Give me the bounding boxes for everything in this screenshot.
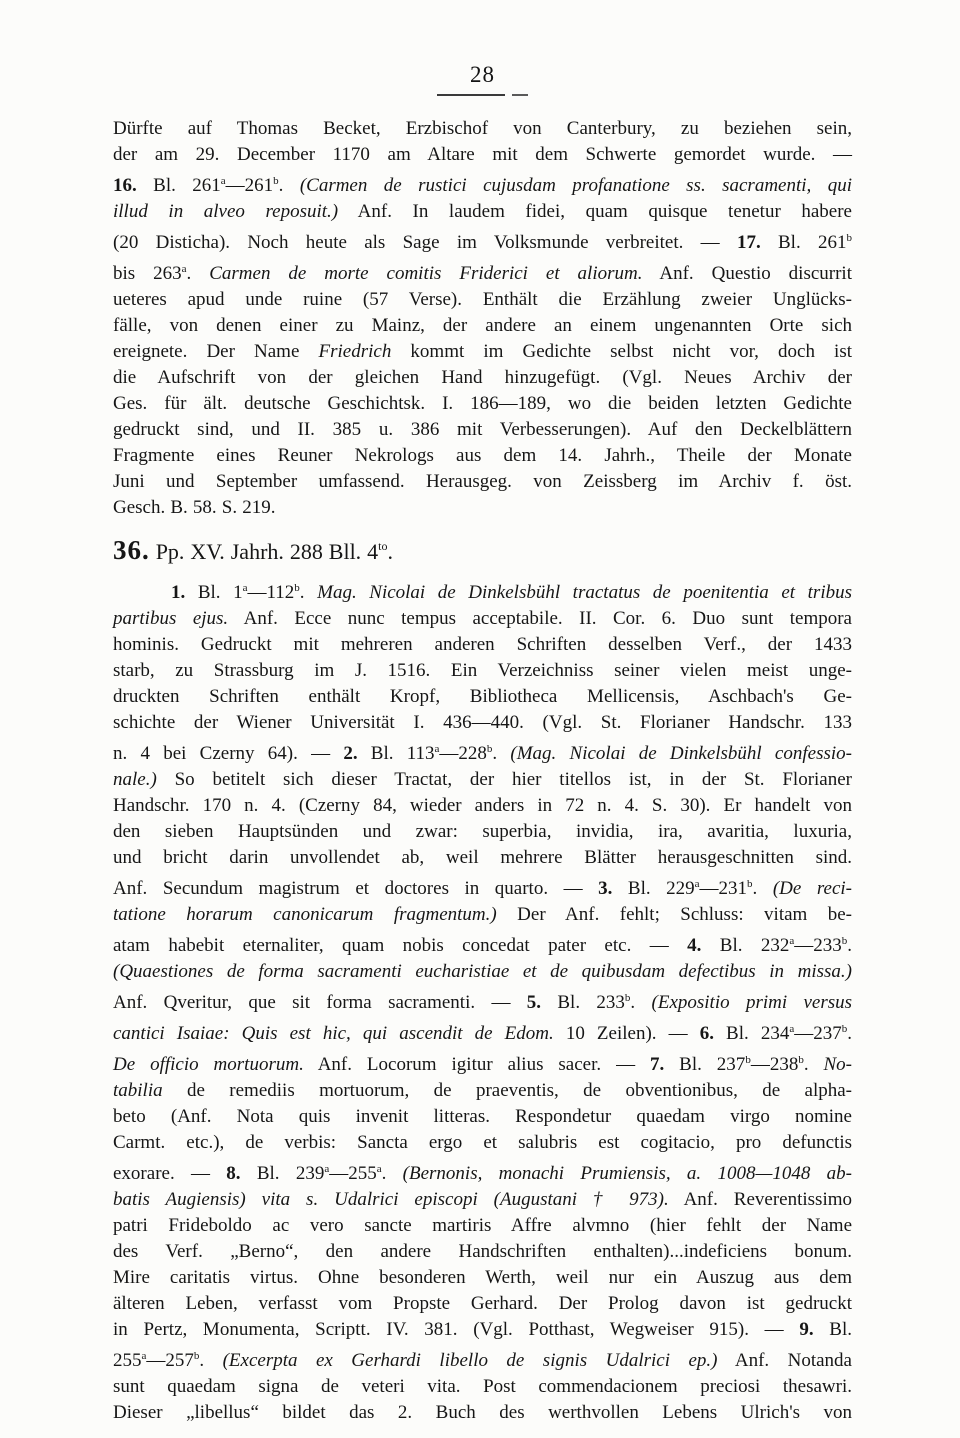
text-line	[113, 469, 852, 495]
text-segment-sup: b	[294, 582, 300, 594]
text-line	[113, 985, 852, 1016]
text-segment-n: —231	[699, 878, 748, 899]
text-segment-sup: b	[841, 1023, 848, 1035]
text-segment-n: bis 263	[113, 263, 182, 284]
manuscript-entry-heading	[113, 530, 852, 568]
text-segment-i: Mag. Nicolai de Dinkelsbühl tractatus de poenitentia et tribus	[317, 582, 852, 603]
text-segment-n: patri Frideboldo ac vero sancte martiris Affre alvmno (hier fehlt der Name	[113, 1215, 852, 1236]
text-segment-i: partibus ejus.	[113, 608, 229, 629]
text-segment-n: .	[278, 175, 300, 196]
text-segment-n: Der Anf. fehlt; Schluss: vitam be-	[496, 904, 852, 925]
text-segment-sup: b	[841, 935, 848, 947]
text-segment-i: Friedrich	[318, 341, 392, 362]
text-segment-b: 36.	[113, 535, 150, 565]
text-segment-n: schichte der Wiener Universität I. 436—440. (Vgl. St. Florianer Handschr. 133	[113, 712, 852, 733]
text-segment-n: Anf. Locorum igitur alius sacer. —	[303, 1054, 650, 1075]
text-segment-n: Juni und September umfassend. Herausgeg. von Zeissberg im Archiv f. öst.	[113, 471, 852, 492]
text-segment-n: Bl. 1	[185, 582, 243, 603]
text-line	[113, 391, 852, 417]
text-segment-n: —233	[794, 935, 842, 956]
text-line	[113, 199, 852, 225]
text-segment-b: 7.	[650, 1054, 665, 1075]
text-segment-i: (Carmen de rustici cujusdam profanatione ss. sacramenti, qui	[299, 175, 852, 196]
text-segment-b: 5.	[526, 992, 542, 1013]
text-segment-n: .	[387, 539, 393, 564]
text-line	[113, 575, 852, 606]
text-line	[113, 1104, 852, 1130]
text-segment-n: 10 Zeilen). —	[553, 1023, 700, 1044]
text-segment-n: Bl. 232	[701, 935, 790, 956]
text-segment-n: und bricht darin unvollendet ab, weil mehrere Blätter herausgeschnitten sind.	[113, 847, 852, 868]
text-segment-i: (Quaestiones de forma sacramenti eucharistiae et de quibusdam defectibus in missa.)	[113, 961, 852, 982]
text-segment-n: Bl. 261	[760, 232, 847, 253]
text-segment-n: Bl. 113	[357, 743, 435, 764]
text-segment-b: 2.	[343, 743, 358, 764]
text-line	[113, 287, 852, 313]
text-segment-n: —238	[750, 1054, 799, 1075]
text-line	[113, 959, 852, 985]
text-segment-i: tatione horarum canonicarum fragmentum.)	[113, 904, 497, 925]
text-line	[113, 313, 852, 339]
text-segment-n: .	[803, 1054, 824, 1075]
text-segment-n: .	[847, 1023, 852, 1044]
text-line	[113, 142, 852, 168]
text-segment-sup: a	[789, 935, 795, 947]
text-segment-sup: to	[378, 539, 388, 553]
text-segment-n: Anf. Reverentissimo	[668, 1189, 852, 1210]
text-segment-sup: b	[273, 175, 279, 187]
text-segment-i: batis Augiensis) vita s. Udalrici episcopi (Augustani † 973).	[113, 1189, 669, 1210]
text-line	[113, 902, 852, 928]
text-segment-i: (Bernonis, monachi Prumiensis, a. 1008—1048 ab-	[402, 1163, 852, 1184]
text-line	[113, 606, 852, 632]
text-segment-b: 9.	[799, 1319, 814, 1340]
text-segment-n: Anf. Qveritur, que sit forma sacramenti. —	[113, 992, 527, 1013]
text-line	[113, 658, 852, 684]
text-line	[113, 710, 852, 736]
text-line	[113, 1016, 852, 1047]
text-segment-n: Bl. 234	[713, 1023, 790, 1044]
text-segment-i: Carmen de morte comitis Friderici et aliorum.	[209, 263, 643, 284]
text-line	[113, 1239, 852, 1265]
text-segment-n: Dürfte auf Thomas Becket, Erzbischof von Canterbury, zu beziehen sein,	[113, 118, 852, 139]
text-segment-n: Mire caritatis virtus. Ohne besonderen Werth, weil nur ein Auszug aus dem	[113, 1267, 852, 1288]
text-line	[113, 1400, 852, 1426]
text-segment-n: .	[199, 1350, 223, 1371]
text-segment-i: (Expositio primi versus	[651, 992, 853, 1013]
text-line	[113, 256, 852, 287]
text-segment-b: 6.	[699, 1023, 714, 1044]
text-segment-n: Gesch. B. 58. S. 219.	[113, 497, 276, 518]
text-segment-n: gedruckt sind, und II. 385 u. 386 mit Verbesserungen). Auf den Deckelblättern	[113, 419, 852, 440]
text-line	[113, 793, 852, 819]
text-segment-n: starb, zu Strassburg im J. 1516. Ein Verzeichniss seiner vielen meist unge-	[113, 660, 852, 681]
text-segment-sup: a	[324, 1163, 330, 1175]
text-segment-sup: a	[376, 1163, 382, 1175]
page-number: 28	[470, 62, 495, 87]
text-line	[113, 339, 852, 365]
entry-continuation-paragraph	[113, 116, 852, 521]
text-segment-n: .	[630, 992, 652, 1013]
text-segment-n: Bl. 233	[541, 992, 625, 1013]
text-segment-n: der am 29. December 1170 am Altare mit dem Schwerte gemordet wurde. —	[113, 144, 852, 165]
text-segment-n: den sieben Hauptsünden und zwar: superbia, invidia, ira, avaritia, luxuria,	[113, 821, 852, 842]
text-segment-n: in Pertz, Monumenta, Scriptt. IV. 381. (Vgl. Potthast, Wegweiser 915). —	[113, 1319, 800, 1340]
text-segment-n: des Verf. „Berno“, den andere Handschriften enthalten)...indeficiens bonum.	[113, 1241, 852, 1262]
text-segment-n: älteren Leben, verfasst vom Propste Gerhard. Der Prolog davon ist gedruckt	[113, 1293, 852, 1314]
text-segment-n: .	[186, 263, 210, 284]
text-segment-sup: b	[486, 743, 493, 755]
text-segment-n: .	[492, 743, 511, 764]
text-segment-n: Fragmente eines Reuner Nekrologs aus dem 14. Jahrh., Theile der Monate	[113, 445, 852, 466]
text-segment-n: .	[847, 935, 852, 956]
text-line	[113, 767, 852, 793]
text-line	[113, 684, 852, 710]
text-segment-n: n. 4 bei Czerny 64). —	[113, 743, 344, 764]
text-line	[113, 225, 852, 256]
text-line	[113, 1130, 852, 1156]
text-segment-n: sunt quaedam signa de veteri vita. Post commendacionem preciosi thesawri.	[113, 1376, 852, 1397]
text-segment-b: 16.	[113, 175, 137, 196]
text-segment-n: kommt im Gedichte selbst nicht vor, doch ist	[391, 341, 853, 362]
text-segment-i: (De reci-	[772, 878, 852, 899]
text-segment-n: Bl. 229	[612, 878, 695, 899]
text-line	[113, 530, 852, 568]
text-segment-n: —112	[247, 582, 295, 603]
text-segment-i: (Excerpta ex Gerhardi libello de signis Udalrici ep.)	[222, 1350, 718, 1371]
text-segment-n: —228	[439, 743, 487, 764]
text-segment-sup: b	[193, 1350, 200, 1362]
text-segment-n: .	[752, 878, 773, 899]
text-segment-n: Bl. 237	[664, 1054, 746, 1075]
text-line	[113, 736, 852, 767]
text-segment-n: ueteres apud unde ruine (57 Verse). Enthält die Erzählung zweier Unglücks-	[113, 289, 852, 310]
text-line	[113, 443, 852, 469]
text-segment-n: —257	[146, 1350, 194, 1371]
text-segment-b: 4.	[687, 935, 702, 956]
text-line	[113, 495, 852, 521]
text-segment-n: Handschr. 170 n. 4. (Czerny 84, wieder anders in 72 n. 4. S. 30). Er handelt von	[113, 795, 852, 816]
text-segment-n: —237	[794, 1023, 842, 1044]
text-line	[113, 928, 852, 959]
text-line	[113, 819, 852, 845]
text-line	[113, 168, 852, 199]
text-segment-b: 3.	[598, 878, 613, 899]
text-segment-b: 8.	[226, 1163, 241, 1184]
text-segment-b: 1.	[171, 582, 186, 603]
text-line	[113, 871, 852, 902]
text-line	[113, 1265, 852, 1291]
text-segment-n: fälle, von denen einer zu Mainz, der andere an einem ungenannten Orte sich	[113, 315, 852, 336]
text-segment-n: de remediis mortuorum, de praeventis, de obventionibus, de alpha-	[162, 1080, 852, 1101]
text-segment-n: hominis. Gedruckt mit mehreren anderen Schriften desselben Verf., der 1433	[113, 634, 852, 655]
text-segment-n: exorare. —	[113, 1163, 227, 1184]
text-segment-n: 255	[113, 1350, 142, 1371]
text-segment-n: Bl. 239	[240, 1163, 325, 1184]
text-segment-n: —255	[329, 1163, 377, 1184]
text-segment-sup: a	[220, 175, 226, 187]
text-segment-n: Anf. Ecce nunc tempus acceptabile. II. Cor. 6. Duo sunt tempora	[228, 608, 852, 629]
text-segment-n: Pp. XV. Jahrh. 288 Bll. 4	[149, 539, 379, 564]
text-segment-n: Bl. 261	[136, 175, 221, 196]
text-segment-sup: b	[798, 1054, 804, 1066]
text-line	[113, 1078, 852, 1104]
text-segment-n: beto (Anf. Nota quis invenit litteras. Respondetur quaedam virgo nomine	[113, 1106, 852, 1127]
text-line	[113, 632, 852, 658]
text-segment-n: (20 Disticha). Noch heute als Sage im Volksmunde verbreitet. —	[113, 232, 737, 253]
text-segment-b: 17.	[736, 232, 761, 253]
text-segment-sup: b	[747, 878, 753, 890]
text-segment-i: No-	[823, 1054, 852, 1075]
page-number-rule	[113, 93, 852, 96]
text-segment-n: Bl.	[813, 1319, 852, 1340]
text-segment-sup: a	[242, 582, 248, 594]
text-segment-n: Anf. In laudem fidei, quam quisque tenetur habere	[338, 201, 852, 222]
text-segment-n: Dieser „libellus“ bildet das 2. Buch des werthvollen Lebens Ulrich's von	[113, 1402, 852, 1423]
text-segment-n: Anf. Secundum magistrum et doctores in quarto. —	[113, 878, 599, 899]
text-segment-n: Carmt. etc.), de verbis: Sancta ergo et salubris est cogitacio, pro defunctis	[113, 1132, 852, 1153]
entry-36-paragraph	[113, 575, 852, 1426]
rule-segment	[437, 94, 505, 96]
text-segment-i: (Mag. Nicolai de Dinkelsbühl confessio-	[510, 743, 852, 764]
text-segment-i: De officio mortuorum.	[113, 1054, 304, 1075]
text-line	[113, 1047, 852, 1078]
text-segment-n: —261	[225, 175, 274, 196]
text-segment-i: illud in alveo reposuit.)	[113, 201, 339, 222]
text-segment-n: .	[381, 1163, 403, 1184]
text-segment-n: .	[299, 582, 318, 603]
text-segment-n: ereignete. Der Name	[113, 341, 319, 362]
text-line	[113, 1291, 852, 1317]
text-line	[113, 1156, 852, 1187]
text-segment-n: Anf. Notanda	[717, 1350, 852, 1371]
text-segment-sup: b	[624, 992, 631, 1004]
text-segment-i: nale.)	[113, 769, 157, 790]
text-line	[113, 1213, 852, 1239]
text-segment-n: atam habebit eternaliter, quam nobis concedat pater etc. —	[113, 935, 688, 956]
text-segment-n: Anf. Questio discurrit	[642, 263, 852, 284]
rule-segment	[512, 94, 528, 96]
text-segment-i: tabilia	[113, 1080, 163, 1101]
text-segment-n: die Aufschrift von der gleichen Hand hinzugefügt. (Vgl. Neues Archiv der	[113, 367, 852, 388]
text-segment-sup: b	[846, 232, 852, 244]
text-segment-sup: a	[789, 1023, 795, 1035]
text-line	[113, 116, 852, 142]
text-segment-n: druckten Schriften enthält Kropf, Bibliotheca Mellicensis, Aschbach's Ge-	[113, 686, 852, 707]
text-line	[113, 365, 852, 391]
text-line	[113, 1187, 852, 1213]
text-line	[113, 1317, 852, 1343]
text-line	[113, 417, 852, 443]
text-segment-sup: a	[141, 1350, 147, 1362]
text-line	[113, 1343, 852, 1374]
text-segment-i: cantici Isaiae: Quis est hic, qui ascendit de Edom.	[113, 1023, 554, 1044]
text-segment-sup: a	[434, 743, 440, 755]
text-segment-n: So betitelt sich dieser Tractat, der hier titellos ist, in der St. Florianer	[156, 769, 852, 790]
text-segment-sup: b	[745, 1054, 751, 1066]
text-segment-n: Ges. für ält. deutsche Geschichtsk. I. 186—189, wo die beiden letzten Gedichte	[113, 393, 852, 414]
text-line	[113, 845, 852, 871]
text-line	[113, 1374, 852, 1400]
text-segment-sup: a	[181, 263, 187, 275]
text-segment-sup: a	[694, 878, 700, 890]
text-blocks	[113, 116, 852, 1426]
